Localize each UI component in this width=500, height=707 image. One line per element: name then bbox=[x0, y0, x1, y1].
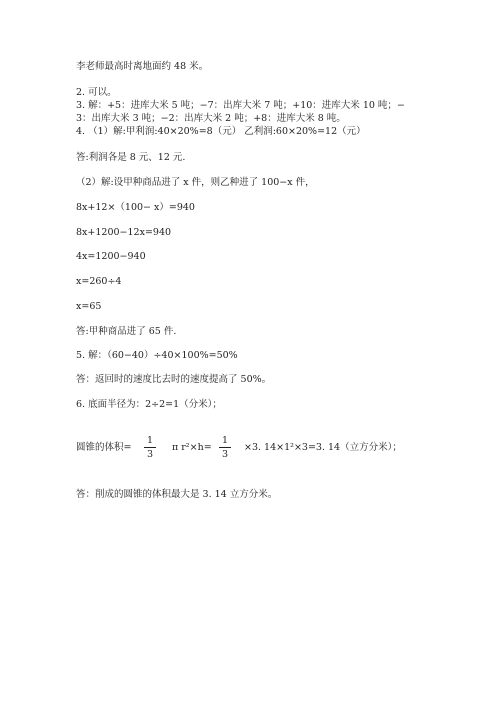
answer-4-part1: 4. （1）解:甲利润:40×20%=8（元） 乙利润:60×20%=12（元） bbox=[76, 126, 366, 137]
equation-step-2: 8x+1200−12x=940 bbox=[76, 227, 172, 238]
fraction-numerator: 1 bbox=[146, 435, 154, 446]
formula-middle: π r²×h= bbox=[172, 442, 212, 453]
answer-6-conclusion: 答：削成的圆锥的体积最大是 3. 14 立方分米。 bbox=[76, 489, 278, 500]
answer-line-height: 李老师最高时离地面约 48 米。 bbox=[76, 61, 209, 72]
answer-4-part2: （2）解:设甲种商品进了 x 件，则乙种进了 100−x 件， bbox=[76, 177, 315, 188]
fraction-bar bbox=[144, 447, 156, 448]
answer-2: 2. 可以。 bbox=[76, 87, 117, 98]
equation-step-1: 8x+12×（100− x）=940 bbox=[76, 202, 195, 213]
fraction-one-third bbox=[219, 435, 231, 460]
formula-suffix: ×3. 14×1²×3=3. 14（立方分米）； bbox=[244, 442, 402, 453]
fraction-denominator: 3 bbox=[146, 449, 154, 460]
answer-6-radius: 6. 底面半径为：2÷2=1（分米）； bbox=[76, 399, 222, 410]
fraction-denominator: 3 bbox=[221, 449, 229, 460]
answer-4-part2-conclusion: 答:甲种商品进了 65 件. bbox=[76, 326, 177, 337]
equation-step-3: 4x=1200−940 bbox=[76, 251, 146, 262]
answer-3-line2: 3：出库大米 3 吨；−2：出库大米 2 吨；+8：进库大米 8 吨。 bbox=[76, 113, 346, 124]
answer-5: 5. 解：（60−40）÷40×100%=50% bbox=[76, 350, 238, 361]
fraction-one-third bbox=[144, 435, 156, 460]
fraction-bar bbox=[219, 447, 231, 448]
answer-4-conclusion: 答:利润各是 8 元、12 元. bbox=[76, 152, 186, 163]
fraction-numerator: 1 bbox=[221, 435, 229, 446]
answer-3-line1: 3. 解：+5：进库大米 5 吨；−7：出库大米 7 吨；+10：进库大米 10 吨；− bbox=[76, 100, 405, 111]
formula-prefix: 圆锥的体积= bbox=[76, 442, 132, 453]
equation-step-5: x=65 bbox=[76, 301, 102, 312]
equation-step-4: x=260÷4 bbox=[76, 276, 122, 287]
answer-5-conclusion: 答：返回时的速度比去时的速度提高了 50%。 bbox=[76, 374, 272, 385]
